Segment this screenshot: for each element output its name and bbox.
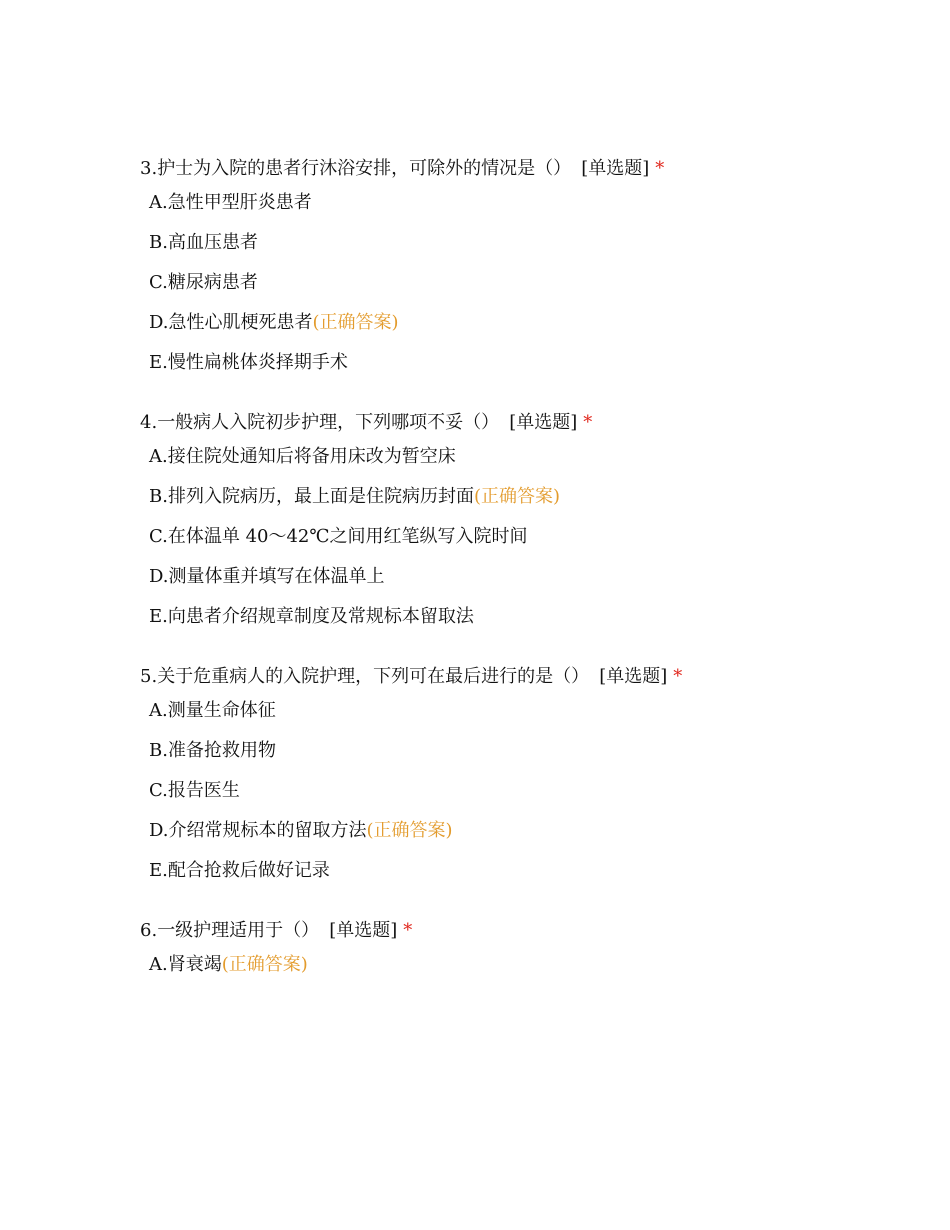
question-type-label: [单选题]	[581, 158, 650, 179]
option-list	[140, 698, 900, 884]
question-title	[140, 918, 900, 944]
option-label: C.在体温单 40～42℃之间用红笔纵写入院时间	[149, 526, 528, 547]
option-a[interactable]	[149, 698, 900, 724]
option-label: D.急性心肌梗死患者	[149, 312, 313, 333]
option-label: C.糖尿病患者	[149, 272, 258, 293]
correct-answer-tag: (正确答案)	[366, 820, 453, 841]
required-asterisk: *	[655, 158, 665, 179]
option-label: E.配合抢救后做好记录	[149, 860, 330, 881]
option-label: D.测量体重并填写在体温单上	[149, 566, 385, 587]
option-label: E.慢性扁桃体炎择期手术	[149, 352, 348, 373]
question-text: 一级护理适用于（）	[157, 920, 320, 941]
option-label: A.肾衰竭	[149, 954, 222, 975]
option-e[interactable]	[149, 858, 900, 884]
option-label: D.介绍常规标本的留取方法	[149, 820, 367, 841]
correct-answer-tag: (正确答案)	[473, 486, 560, 507]
option-e[interactable]	[149, 604, 900, 630]
option-b[interactable]	[149, 230, 900, 256]
option-a[interactable]	[149, 444, 900, 470]
option-label: A.测量生命体征	[149, 700, 276, 721]
option-label: B.高血压患者	[149, 232, 258, 253]
question-6	[140, 918, 900, 978]
question-title	[140, 156, 900, 182]
option-list	[140, 444, 900, 630]
required-asterisk: *	[583, 412, 593, 433]
option-c[interactable]	[149, 778, 900, 804]
option-d[interactable]	[149, 310, 900, 336]
option-b[interactable]	[149, 484, 900, 510]
question-4	[140, 410, 900, 630]
option-b[interactable]	[149, 738, 900, 764]
option-label: A.接住院处通知后将备用床改为暂空床	[149, 446, 456, 467]
option-c[interactable]	[149, 524, 900, 550]
question-text: 关于危重病人的入院护理，下列可在最后进行的是（）	[157, 666, 590, 687]
question-number: 6.	[140, 920, 158, 941]
question-title	[140, 410, 900, 436]
question-text: 一般病人入院初步护理，下列哪项不妥（）	[157, 412, 500, 433]
option-label: B.排列入院病历，最上面是住院病历封面	[149, 486, 474, 507]
question-3	[140, 156, 900, 376]
question-5	[140, 664, 900, 884]
question-text: 护士为入院的患者行沐浴安排，可除外的情况是（）	[157, 158, 572, 179]
question-type-label: [单选题]	[329, 920, 398, 941]
question-type-label: [单选题]	[599, 666, 668, 687]
option-e[interactable]	[149, 350, 900, 376]
option-a[interactable]	[149, 190, 900, 216]
option-d[interactable]	[149, 564, 900, 590]
question-list	[140, 156, 900, 1012]
required-asterisk: *	[403, 920, 413, 941]
option-list	[140, 190, 900, 376]
option-label: E.向患者介绍规章制度及常规标本留取法	[149, 606, 474, 627]
question-number: 4.	[140, 412, 158, 433]
correct-answer-tag: (正确答案)	[312, 312, 399, 333]
question-title	[140, 664, 900, 690]
option-d[interactable]	[149, 818, 900, 844]
question-number: 5.	[140, 666, 158, 687]
required-asterisk: *	[673, 666, 683, 687]
option-label: C.报告医生	[149, 780, 240, 801]
question-number: 3.	[140, 158, 158, 179]
question-type-label: [单选题]	[509, 412, 578, 433]
option-list	[140, 952, 900, 978]
correct-answer-tag: (正确答案)	[221, 954, 308, 975]
option-label: B.准备抢救用物	[149, 740, 276, 761]
option-label: A.急性甲型肝炎患者	[149, 192, 312, 213]
option-a[interactable]	[149, 952, 900, 978]
option-c[interactable]	[149, 270, 900, 296]
